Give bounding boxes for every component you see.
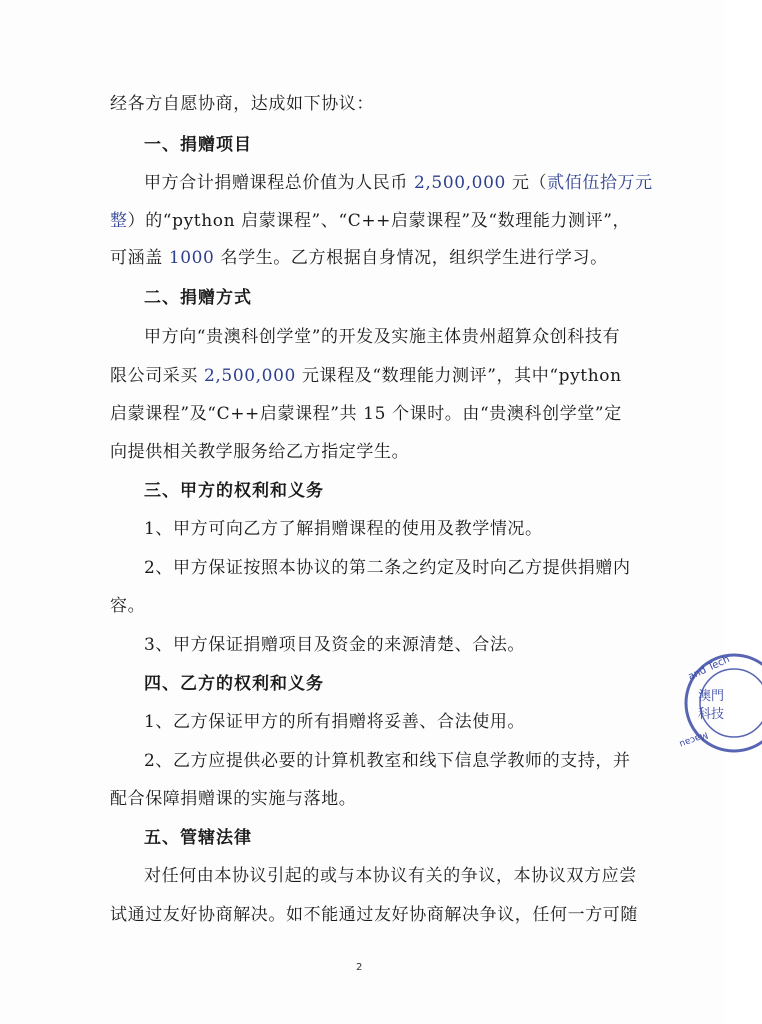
section-2-line-3: 启蒙课程”及“C++启蒙课程”共 15 个课时。由“贵澳科创学堂”定 <box>110 404 622 424</box>
section-3-line-3: 容。 <box>110 596 146 616</box>
section-1-heading: 一、捐赠项目 <box>144 135 252 155</box>
section-5-line-1: 对任何由本协议引起的或与本协议有关的争议，本协议双方应尝 <box>144 866 637 886</box>
seal-outer-bottom-text: Macau <box>677 729 709 749</box>
section-4-heading: 四、乙方的权利和义务 <box>144 674 324 694</box>
section-4-line-2: 2、乙方应提供必要的计算机教室和线下信息学教师的支持，并 <box>144 751 631 771</box>
page-number: 2 <box>356 962 363 973</box>
section-3-line-2: 2、甲方保证按照本协议的第二条之约定及时向乙方提供捐赠内 <box>144 558 631 578</box>
seal-text-1: 澳門 <box>698 689 725 704</box>
section-1-line-3: 可涵盖 1000 名学生。乙方根据自身情况，组织学生进行学习。 <box>110 248 608 268</box>
section-1-line-2: 整）的“python 启蒙课程”、“C++启蒙课程”及“数理能力测评”， <box>110 211 631 231</box>
organization-seal <box>672 650 762 756</box>
section-3-line-4: 3、甲方保证捐赠项目及资金的来源清楚、合法。 <box>144 635 526 655</box>
seal-text-2: 科技 <box>698 707 725 722</box>
section-2-line-4: 向提供相关教学服务给乙方指定学生。 <box>110 442 410 462</box>
intro-text: 经各方自愿协商，达成如下协议： <box>110 94 374 114</box>
section-3-line-1: 1、甲方可向乙方了解捐赠课程的使用及教学情况。 <box>144 519 543 539</box>
section-5-line-2: 试通过友好协商解决。如不能通过友好协商解决争议，任何一方可随 <box>110 905 638 925</box>
section-3-heading: 三、甲方的权利和义务 <box>144 481 324 501</box>
section-4-line-1: 1、乙方保证甲方的所有捐赠将妥善、合法使用。 <box>144 712 526 732</box>
section-4-line-3: 配合保障捐赠课的实施与落地。 <box>110 789 357 809</box>
section-5-heading: 五、管辖法律 <box>144 828 252 848</box>
section-1-line-1: 甲方合计捐赠课程总价值为人民币 2,500,000 元（贰佰伍拾万元 <box>144 173 653 193</box>
seal-outer-top-text: and Tech <box>686 653 732 683</box>
section-2-line-2: 限公司采买 2,500,000 元课程及“数理能力测评”，其中“python <box>110 366 622 386</box>
section-2-line-1: 甲方向“贵澳科创学堂”的开发及实施主体贵州超算众创科技有 <box>144 327 621 347</box>
section-2-heading: 二、捐赠方式 <box>144 288 252 308</box>
